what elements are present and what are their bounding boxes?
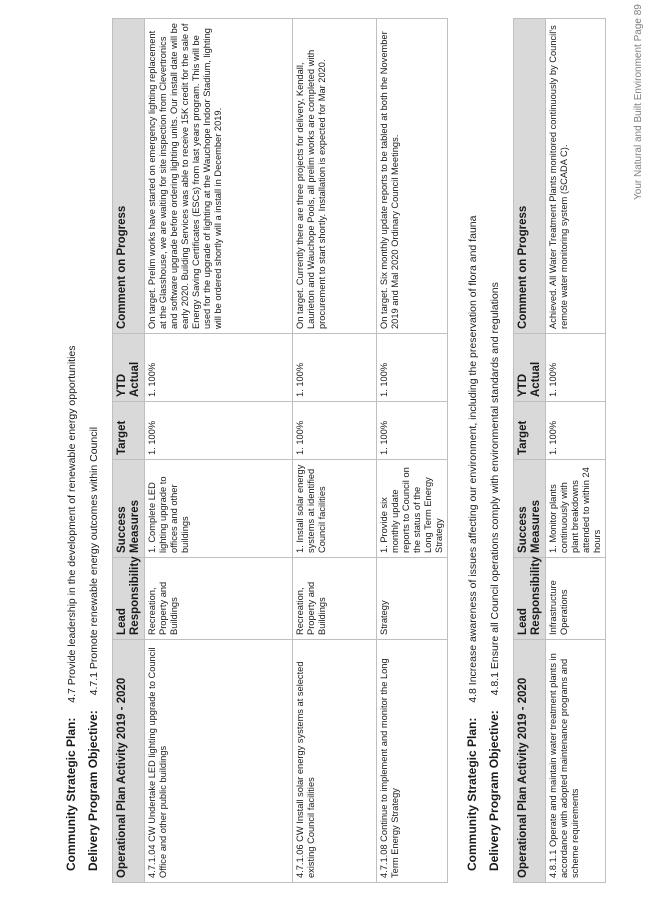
cell-target: 1. 100% xyxy=(293,402,377,460)
header-comment: Comment on Progress xyxy=(514,19,546,334)
dpo-line-1 xyxy=(86,427,100,871)
cell-target: 1. 100% xyxy=(145,402,293,460)
table-row xyxy=(293,19,377,883)
header-comment: Comment on Progress xyxy=(113,19,145,334)
cell-activity: 4.7.1.06 CW Install solar energy systems at selected existing Council facilities xyxy=(293,640,377,883)
cell-comment: On target. Currently there are three projects for delivery, Kendall, Laurieton and Wauchope Pools, all prelim works are completed with procurement to start shortly. Installation is expected for Mar 2020. xyxy=(293,19,377,334)
csp-line-1 xyxy=(64,345,78,871)
cell-ytd: 1. 100% xyxy=(145,334,293,402)
dpo-label: Delivery Program Objective: xyxy=(487,710,501,871)
header-ytd: YTD Actual xyxy=(113,334,145,402)
cell-lead: Infrastructure Operations xyxy=(546,558,606,640)
cell-measures: 1. Complete LED lighting upgrade to offices and other buildings xyxy=(145,460,293,558)
cell-comment: On target. Six monthly update reports to be tabled at both the November 2019 and Mal 2020 Ordinary Council Meetings. xyxy=(377,19,448,334)
cell-target: 1. 100% xyxy=(377,402,448,460)
cell-measures: 1. Provide six monthly update reports to Council on the status of the Long Term Energy Strategy xyxy=(377,460,448,558)
csp-label: Community Strategic Plan: xyxy=(465,717,479,871)
header-target: Target xyxy=(113,402,145,460)
cell-lead: Recreation, Property and Buildings xyxy=(293,558,377,640)
header-measures: Success Measures xyxy=(113,460,145,558)
table-row xyxy=(377,19,448,883)
csp-label: Community Strategic Plan: xyxy=(64,717,78,871)
cell-lead: Strategy xyxy=(377,558,448,640)
header-lead: Lead Responsibility xyxy=(514,558,546,640)
table-row xyxy=(145,19,293,883)
cell-measures: 1. Install solar energy systems at identified Council facilities xyxy=(293,460,377,558)
cell-comment: Achieved. All Water Treatment Plants monitored continuously by Council's remote water monitoring system (SCADA C). xyxy=(546,19,606,334)
csp-line-2 xyxy=(465,216,479,871)
header-activity: Operational Plan Activity 2019 - 2020 xyxy=(113,640,145,883)
cell-measures: 1. Monitor plants continuously with plant breakdowns attended to within 24 hours xyxy=(546,460,606,558)
objectives-table-1 xyxy=(112,18,448,883)
header-activity: Operational Plan Activity 2019 - 2020 xyxy=(514,640,546,883)
cell-target: 1. 100% xyxy=(546,402,606,460)
csp-value: 4.7 Provide leadership in the development of renewable energy opportunities xyxy=(66,345,78,703)
table-row xyxy=(546,19,606,883)
cell-ytd: 1. 100% xyxy=(377,334,448,402)
cell-activity: 4.8.1.1 Operate and maintain water treatment plants in accordance with adopted maintenance programs and scheme requirements xyxy=(546,640,606,883)
csp-value: 4.8 Increase awareness of issues affecting our environment, including the preservation of flora and fauna xyxy=(467,215,479,703)
dpo-value: 4.7.1 Promote renewable energy outcomes within Council xyxy=(88,426,100,696)
dpo-line-2 xyxy=(487,282,501,871)
dpo-value: 4.8.1 Ensure all Council operations comply with environmental standards and regulations xyxy=(489,282,501,696)
cell-activity: 4.7.1.04 CW Undertake LED lighting upgrade to Council Office and other public buildings xyxy=(145,640,293,883)
objectives-table-2 xyxy=(513,18,606,883)
page-footer: Your Natural and Built Environment Page 89 xyxy=(633,4,644,200)
cell-ytd: 1. 100% xyxy=(546,334,606,402)
cell-lead: Recreation, Property and Buildings xyxy=(145,558,293,640)
cell-comment: On target. Prelim works have started on emergency lighting replacement at the Glasshouse, we are waiting for site inspection from Clevertronics and software upgrade before ordering lighting units. Our install date will be early 2020. Building Services was able to receive 15K credit for the sale of Energy Saving Certificates (ESCs) from last years program. This will be used for the upgrade of lighting at the Wauchope Indoor Stadium, lighting will be ordered shortly will a install in December 2019. xyxy=(145,19,293,334)
header-target: Target xyxy=(514,402,546,460)
header-measures: Success Measures xyxy=(514,460,546,558)
dpo-label: Delivery Program Objective: xyxy=(86,710,100,871)
cell-ytd: 1. 100% xyxy=(293,334,377,402)
table-header-row xyxy=(514,19,546,883)
cell-activity: 4.7.1.08 Continue to implement and monitor the Long Term Energy Strategy xyxy=(377,640,448,883)
header-lead: Lead Responsibility xyxy=(113,558,145,640)
table-header-row xyxy=(113,19,145,883)
header-ytd: YTD Actual xyxy=(514,334,546,402)
